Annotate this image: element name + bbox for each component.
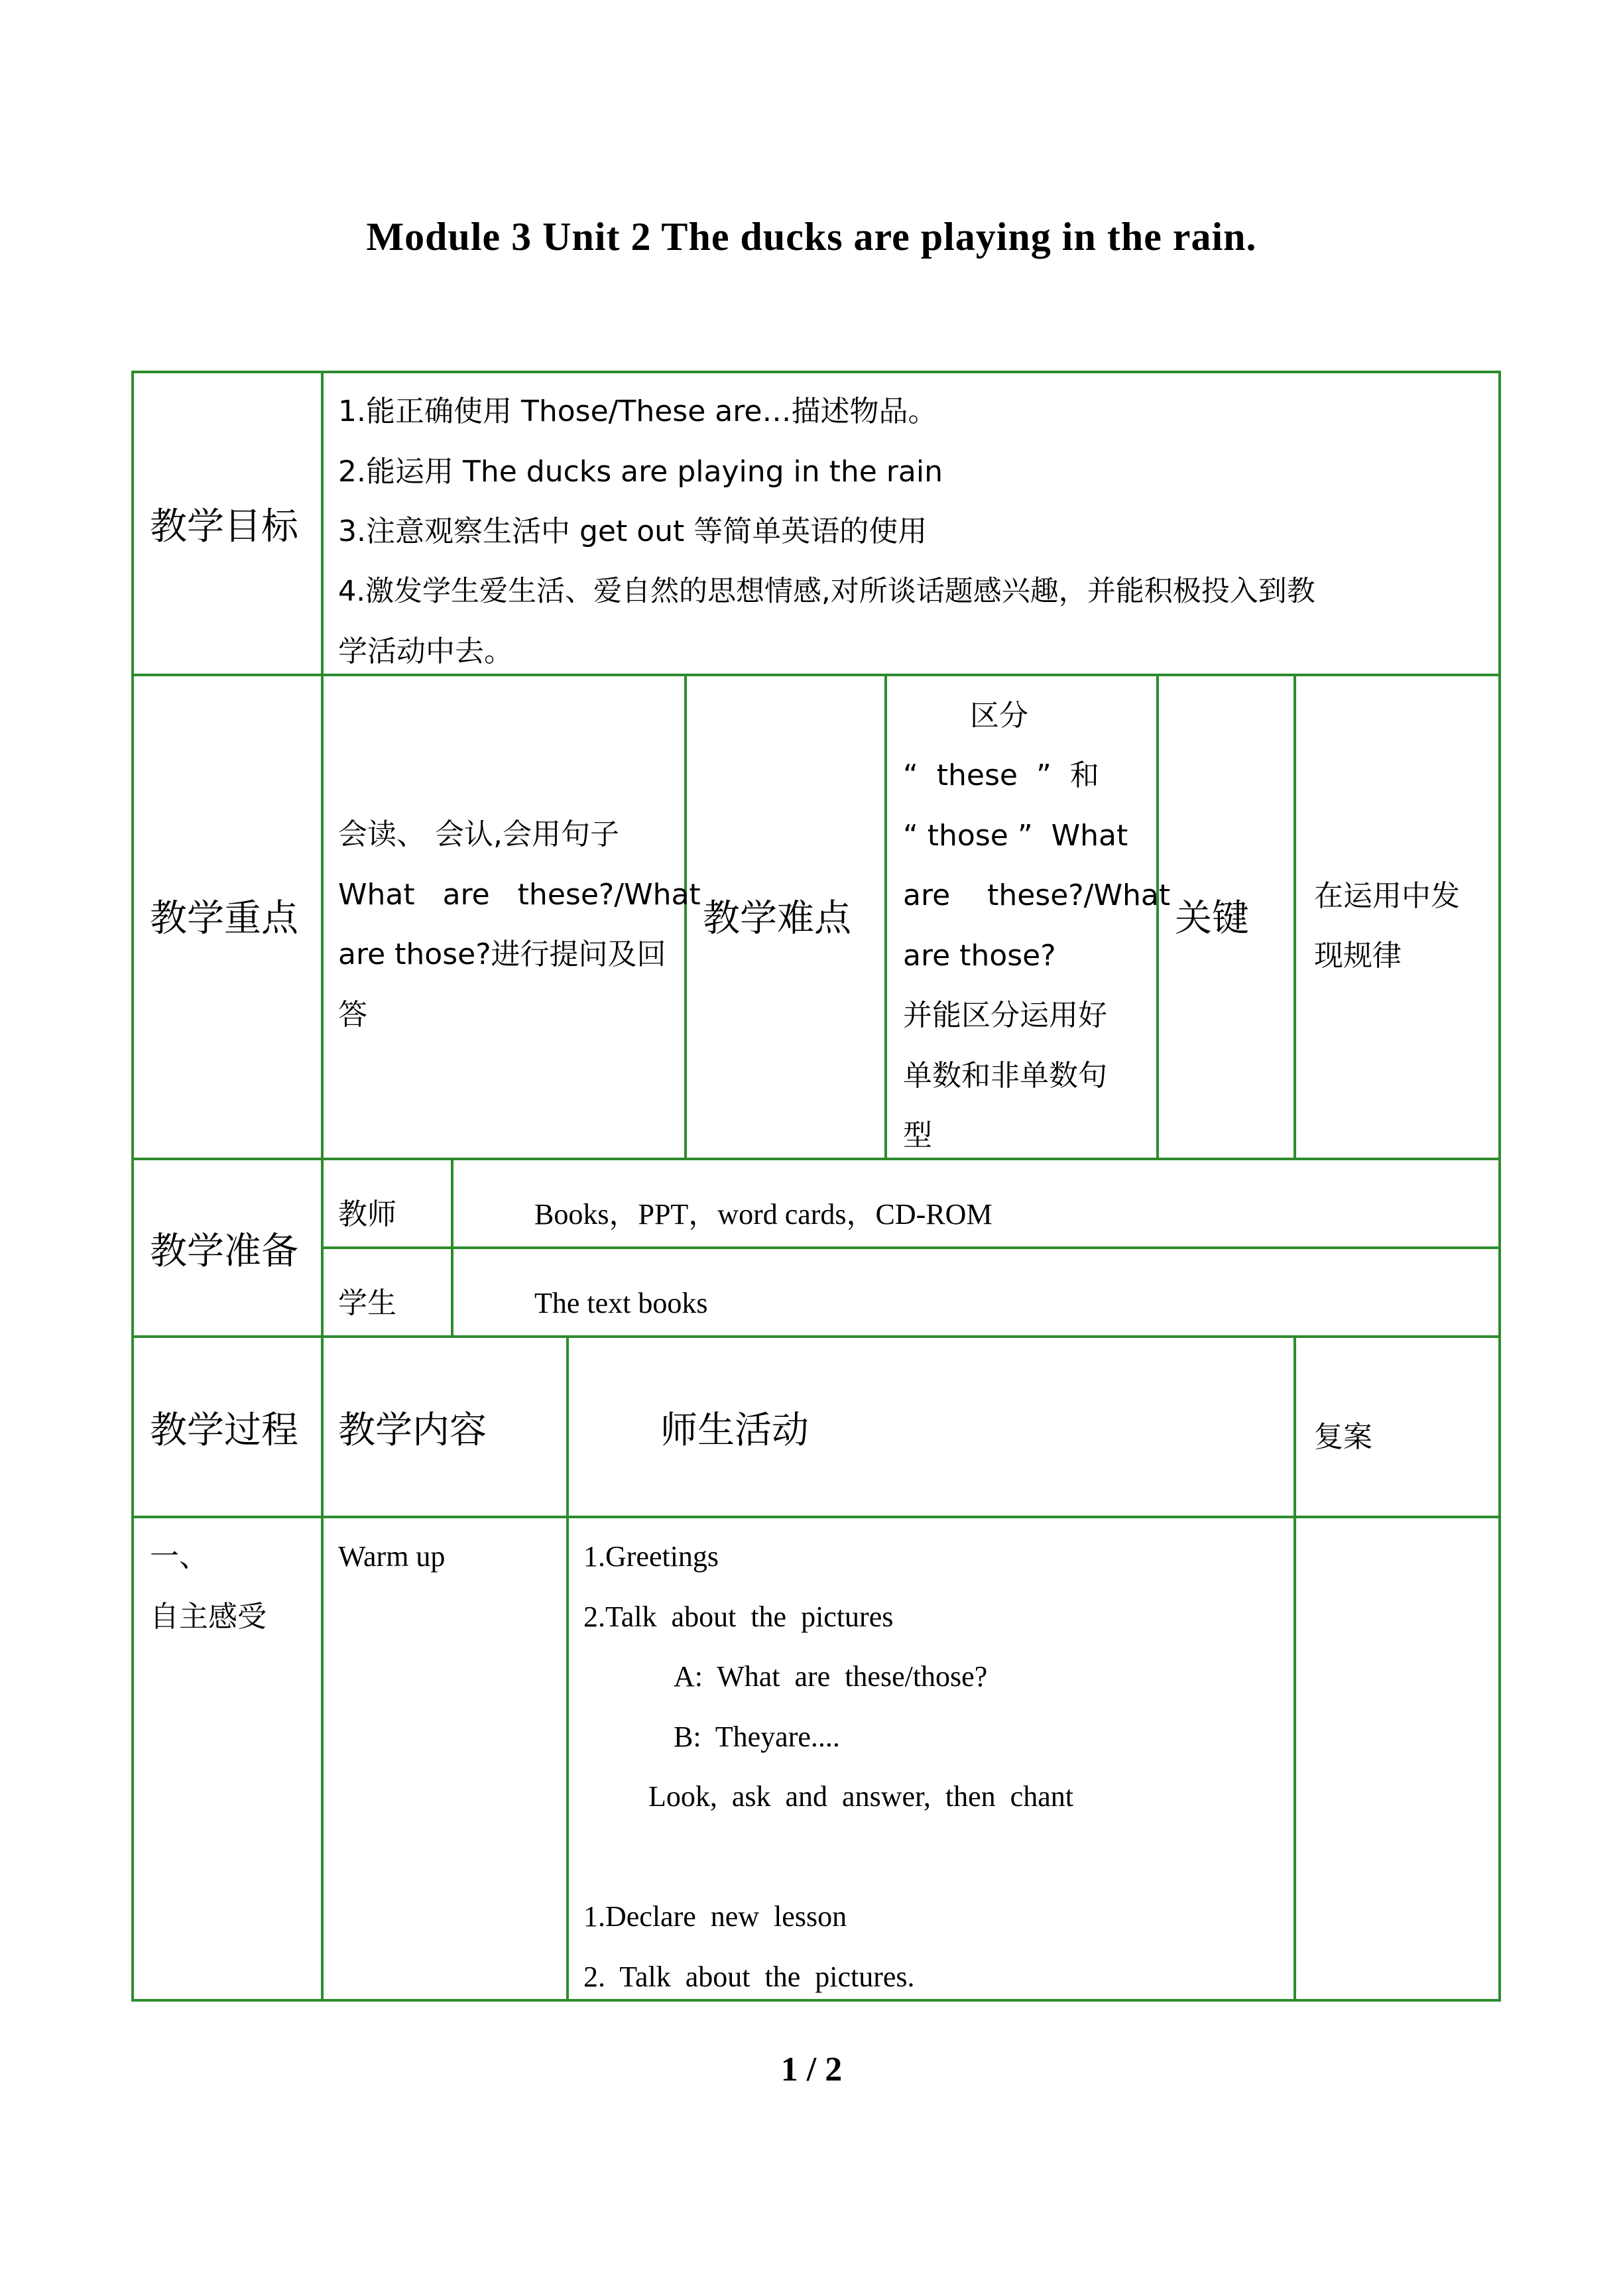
- activity-line: 2. Talk about the pictures.: [583, 1961, 915, 1993]
- activity-line: 2.Talk about the pictures: [583, 1601, 894, 1633]
- document-title: Module 3 Unit 2 The ducks are playing in the rain.: [366, 215, 1257, 259]
- key-line: 现规律: [1314, 939, 1402, 973]
- table-border: [1293, 1335, 1296, 2002]
- stage-label: 一、: [150, 1540, 208, 1573]
- student-label: 学生: [338, 1286, 396, 1320]
- difficulty-line: 并能区分运用好: [903, 998, 1107, 1032]
- activity-line: B: Theyare....: [674, 1721, 840, 1753]
- table-border: [684, 674, 687, 1160]
- table-border: [1498, 371, 1501, 2002]
- objective-line: 3.注意观察生活中 get out 等简单英语的使用: [338, 514, 928, 548]
- focus-label: 教学重点: [150, 897, 298, 940]
- key-label: 关键: [1175, 897, 1249, 940]
- activity-line: A: What are these/those?: [674, 1660, 988, 1693]
- focus-line: What are these?/What: [338, 878, 701, 912]
- difficulty-line: 单数和非单数句: [903, 1059, 1107, 1093]
- table-border: [1156, 674, 1159, 1160]
- difficulty-line: 型: [903, 1118, 932, 1152]
- activity-line: 1.Declare new lesson: [583, 1900, 847, 1933]
- activity-line: 1.Greetings: [583, 1540, 719, 1573]
- objective-line: 1.能正确使用 Those/These are…描述物品。: [338, 394, 937, 428]
- student-materials: The text books: [534, 1287, 708, 1319]
- content-label: 教学内容: [338, 1409, 487, 1452]
- table-border: [566, 1335, 569, 2002]
- difficulty-line: are those?: [903, 939, 1056, 973]
- step-content: Warm up: [338, 1540, 446, 1573]
- table-border: [131, 371, 134, 2002]
- objective-line: 4.激发学生爱生活、爱自然的思想情感,对所谈话题感兴趣，并能积极投入到教: [338, 575, 1315, 608]
- process-label: 教学过程: [150, 1409, 298, 1452]
- table-border: [884, 674, 887, 1160]
- activity-line: Look, ask and answer, then chant: [648, 1780, 1073, 1813]
- table-border: [1293, 674, 1296, 1160]
- table-border: [321, 1246, 1501, 1249]
- stage-label: 自主感受: [150, 1600, 267, 1634]
- objectives-label: 教学目标: [150, 505, 298, 548]
- teacher-materials: Books，PPT，word cards，CD-ROM: [534, 1198, 992, 1231]
- table-border: [321, 371, 324, 2002]
- teacher-label: 教师: [338, 1197, 396, 1231]
- focus-line: 会读、 会认,会用句子: [338, 817, 619, 851]
- objective-line: 学活动中去。: [338, 634, 513, 668]
- difficulty-line: “ those ” What: [903, 819, 1128, 853]
- table-border: [451, 1158, 453, 1338]
- table-border: [131, 371, 1501, 373]
- key-line: 在运用中发: [1314, 879, 1460, 913]
- focus-line: 答: [338, 998, 367, 1032]
- activity-label: 师生活动: [660, 1409, 809, 1452]
- difficulty-line: are these?/What: [903, 878, 1171, 912]
- difficulty-label: 教学难点: [703, 897, 851, 940]
- objective-line: 2.能运用 The ducks are playing in the rain: [338, 455, 943, 489]
- page-number: 1 / 2: [780, 2051, 843, 2088]
- preparation-label: 教学准备: [150, 1230, 298, 1273]
- notes-label: 复案: [1314, 1420, 1372, 1454]
- difficulty-line: “ these ” 和: [903, 758, 1099, 792]
- difficulty-line: 区分: [970, 699, 1028, 733]
- focus-line: are those?进行提问及回: [338, 937, 666, 971]
